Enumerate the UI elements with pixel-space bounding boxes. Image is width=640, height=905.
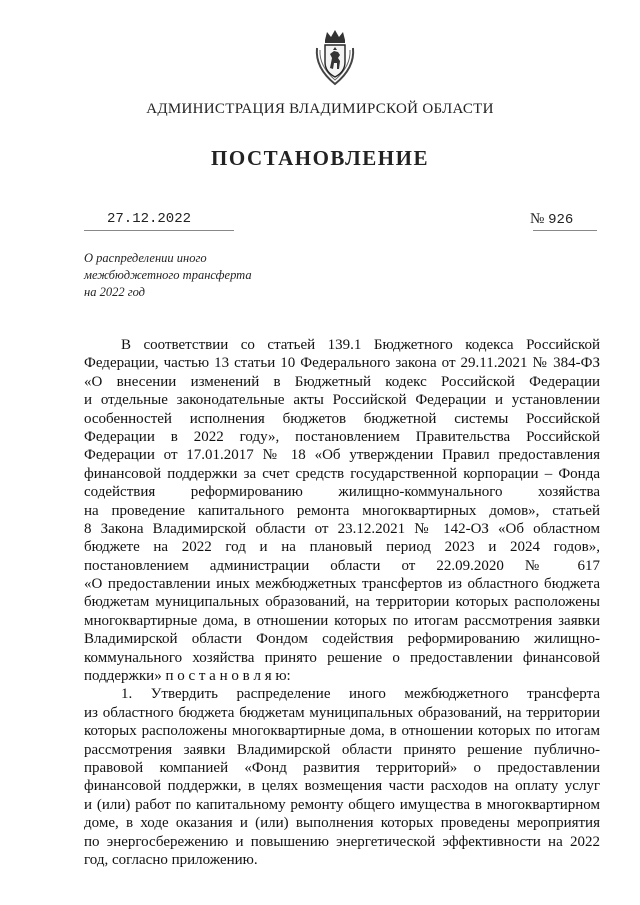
body-line: Федерации от 17.01.2017 № 18 «Об утверждении Правил предоставления — [84, 447, 600, 464]
body-line: по энергосбережению и повышению энергетической эффективности на 2022 — [84, 833, 600, 850]
body-line: финансовой поддержки, в целях возмещения части расходов на оплату услуг — [84, 778, 600, 795]
document-type-title: ПОСТАНОВЛЕНИЕ — [211, 146, 429, 170]
body-line: 1. Утвердить распределение иного межбюджетного трансферта — [121, 686, 600, 703]
document-date: 27.12.2022 — [107, 211, 192, 227]
coat-of-arms-icon — [311, 28, 359, 88]
subject-line: О распределении иного — [84, 251, 207, 265]
body-line: поддержки» п о с т а н о в л я ю: — [84, 668, 291, 685]
body-line: содействия реформированию жилищно-коммунального хозяйства — [84, 484, 600, 501]
body-line: «О предоставлении иных межбюджетных трансфертов из областного бюджета — [84, 576, 600, 593]
body-line: рассмотрения заявки Владимирской области принято решение публично- — [84, 741, 600, 758]
body-line: постановлением администрации области от 22.09.2020 № 617 — [84, 557, 600, 574]
body-line: из областного бюджета бюджетам муниципальных образований, на территории — [84, 704, 600, 721]
body-line: доме, в ходе оказания и (или) выполнения которых проведены мероприятия — [84, 815, 600, 832]
document-body — [84, 336, 600, 869]
body-line: и (или) работ по капитальному ремонту общего имущества в многоквартирном — [84, 796, 600, 813]
body-line: коммунального хозяйства принято решение о предоставлении финансовой — [84, 649, 600, 666]
body-line: финансовой поддержки за счет средств государственной корпорации – Фонда — [84, 465, 600, 482]
body-line: Владимирской области Фондом содействия реформированию жилищно- — [84, 631, 600, 648]
body-line: бюджетам муниципальных образований, на территории которых расположены — [84, 594, 600, 611]
body-line: которых расположены многоквартирные дома, в отношении которых по итогам — [84, 723, 600, 740]
body-line: на проведение капитального ремонта многоквартирных домов», статьей — [84, 502, 600, 519]
document-subject — [84, 250, 284, 301]
body-line: год, согласно приложению. — [84, 851, 258, 868]
body-line: правовой компанией «Фонд развития территорий» о предоставлении — [84, 759, 600, 776]
body-line: особенностей исполнения бюджетов бюджетной системы Российской — [84, 410, 600, 427]
body-line: Федерации, частью 13 статьи 10 Федерального закона от 29.11.2021 № 384-ФЗ — [84, 355, 600, 372]
number-underline — [533, 230, 597, 231]
subject-line: на 2022 год — [84, 285, 145, 299]
subject-line: межбюджетного трансферта — [84, 268, 252, 282]
organization-name: АДМИНИСТРАЦИЯ ВЛАДИМИРСКОЙ ОБЛАСТИ — [146, 101, 494, 117]
body-line: 8 Закона Владимирской области от 23.12.2021 № 142-ОЗ «Об областном — [84, 520, 600, 537]
body-line: Федерации в 2022 году», постановлением Правительства Российской — [84, 428, 600, 445]
number-value: 926 — [548, 212, 574, 228]
document-number — [530, 211, 573, 228]
body-line: «О внесении изменений в Бюджетный кодекс Российской Федерации — [84, 373, 600, 390]
date-underline — [84, 230, 234, 231]
number-label: № — [530, 211, 545, 227]
body-line: бюджете на 2022 год и на плановый период 2023 и 2024 годов», — [84, 539, 600, 556]
body-line: и отдельные законодательные акты Российской Федерации и установлении — [84, 392, 600, 409]
body-line: В соответствии со статьей 139.1 Бюджетного кодекса Российской — [121, 337, 600, 353]
body-line: многоквартирные дома, в отношении которых по итогам рассмотрения заявки — [84, 612, 600, 629]
